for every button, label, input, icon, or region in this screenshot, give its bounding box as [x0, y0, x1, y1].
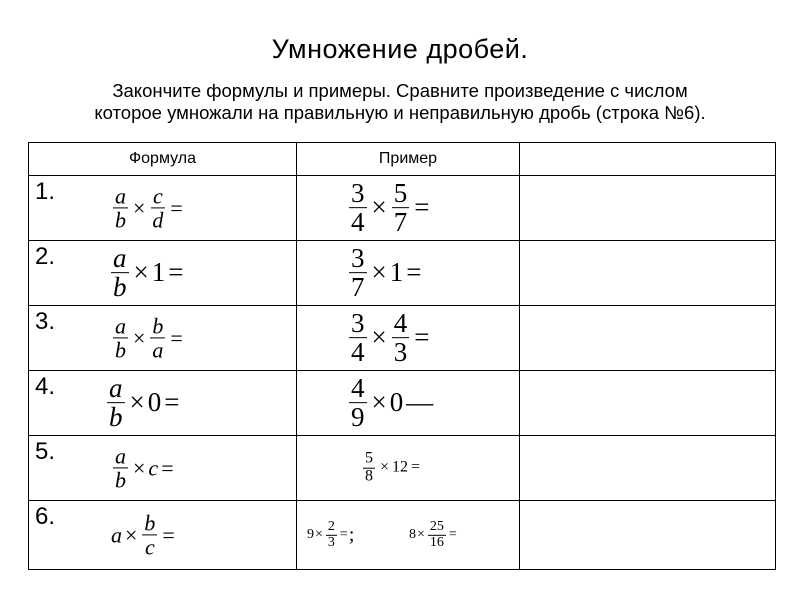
example-expression: $\frac{4}{9}$ × 0 —: [351, 373, 434, 433]
answer-cell[interactable]: [520, 241, 776, 306]
example-expression-1: 9 × $\frac{2}{3}$ = ;: [307, 518, 355, 550]
formula-expression: $\frac{a}{b}$ × c =: [115, 443, 174, 493]
instructions-line-2: которое умножали на правильную и неправильную дробь (строка №6).: [94, 102, 706, 123]
table-row: [29, 306, 776, 371]
instructions: [20, 80, 780, 124]
row-number: 4.: [35, 373, 56, 400]
row-number: 5.: [35, 438, 56, 465]
header-answer: [520, 143, 776, 176]
formula-cell: [29, 501, 297, 570]
formula-cell: [29, 436, 297, 501]
formula-expression: a × $\frac{b}{c}$ =: [111, 510, 175, 560]
answer-cell[interactable]: [520, 436, 776, 501]
answer-cell[interactable]: [520, 371, 776, 436]
table-row: [29, 241, 776, 306]
example-cell: [297, 436, 520, 501]
example-cell: [297, 241, 520, 306]
formula-cell: [29, 371, 297, 436]
answer-cell[interactable]: [520, 306, 776, 371]
example-cell: [297, 306, 520, 371]
formula-cell: [29, 241, 297, 306]
example-expression-2: 8 × $\frac{25}{16}$ =: [409, 518, 457, 550]
instructions-line-1: Закончите формулы и примеры. Сравните произведение с числом: [112, 80, 688, 101]
formula-cell: [29, 306, 297, 371]
example-cell: [297, 501, 520, 570]
example-cell: [297, 176, 520, 241]
row-number: 3.: [35, 308, 56, 335]
table-row: [29, 436, 776, 501]
answer-cell[interactable]: [520, 501, 776, 570]
formula-expression: $\frac{a}{b}$ × $\frac{c}{d}$ =: [115, 183, 183, 233]
row-number: 1.: [35, 178, 56, 205]
exercise-table: [28, 142, 776, 570]
row-number: 2.: [35, 243, 56, 270]
row-number: 6.: [35, 503, 56, 530]
header-example: Пример: [297, 143, 520, 176]
table-row: [29, 501, 776, 570]
header-formula: Формула: [29, 143, 297, 176]
table-row: [29, 371, 776, 436]
formula-expression: $\frac{a}{b}$ × 1 =: [113, 243, 184, 303]
formula-expression: $\frac{a}{b}$ × $\frac{b}{a}$ =: [115, 313, 183, 363]
page-title: Умножение дробей.: [271, 34, 529, 64]
example-expression: $\frac{3}{7}$ × 1 =: [351, 243, 422, 303]
header-row: [29, 143, 776, 176]
example-expression: $\frac{3}{4}$ × $\frac{5}{7}$ =: [351, 178, 430, 238]
formula-expression: $\frac{a}{b}$ × 0 =: [109, 373, 180, 433]
example-expression: $\frac{5}{8}$ × 12 =: [365, 449, 421, 485]
formula-cell: [29, 176, 297, 241]
table-row: [29, 176, 776, 241]
answer-cell[interactable]: [520, 176, 776, 241]
example-cell: [297, 371, 520, 436]
example-expression: $\frac{3}{4}$ × $\frac{4}{3}$ =: [351, 308, 430, 368]
